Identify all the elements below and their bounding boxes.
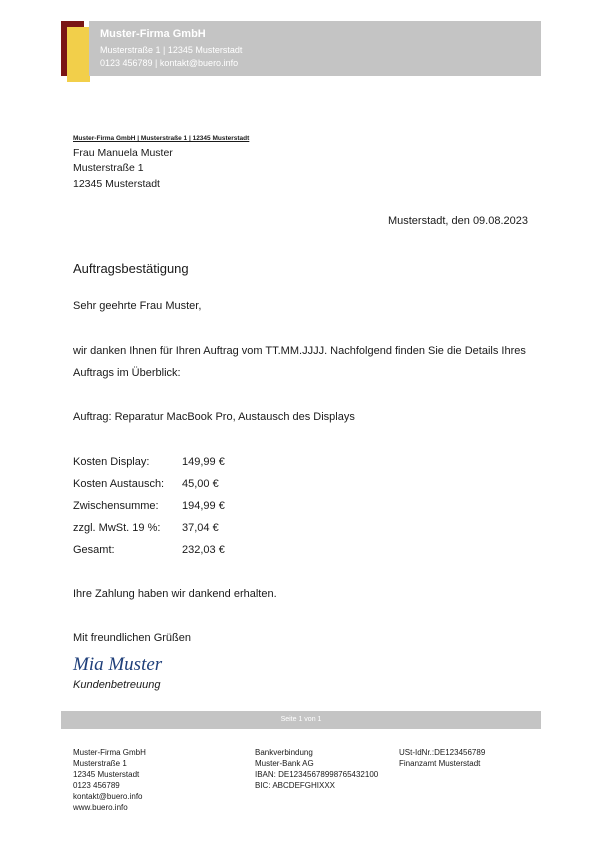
footer-line: 0123 456789 [73, 781, 120, 790]
cost-label: Kosten Display: [73, 456, 150, 468]
cost-value: 149,99 € [182, 456, 225, 468]
signer-role: Kundenbetreuung [73, 679, 161, 691]
footer-line: BIC: ABCDEFGHIXXX [255, 781, 336, 790]
letter-date: Musterstadt, den 09.08.2023 [387, 215, 528, 227]
recipient-name: Frau Manuela Muster [73, 147, 173, 159]
footer-line: Muster-Bank AG [255, 759, 314, 768]
closing: Mit freundlichen Grüßen [73, 632, 191, 644]
salutation: Sehr geehrte Frau Muster, [73, 300, 202, 312]
page-number-bar: Seite 1 von 1 [61, 711, 541, 729]
recipient-street: Musterstraße 1 [73, 162, 144, 174]
cost-value: 37,04 € [182, 522, 219, 534]
footer-line: www.buero.info [73, 803, 128, 812]
footer-tax-column [399, 747, 485, 769]
footer-line: Bankverbindung [255, 748, 313, 757]
footer-line: IBAN: DE12345678998765432100 [255, 770, 379, 779]
intro-paragraph: wir danken Ihnen für Ihren Auftrag vom TT.MM.JJJJ. Nachfolgend finden Sie die Details Ihres Auftrags im Überblick: [73, 345, 526, 379]
footer-bank-column [255, 747, 378, 791]
footer-company-column [73, 747, 146, 813]
footer-line: USt-IdNr.:DE123456789 [399, 748, 486, 757]
letter-subject: Auftragsbestätigung [73, 261, 189, 276]
cost-value-total: 232,03 € [182, 544, 225, 556]
cost-label: Zwischensumme: [73, 500, 159, 512]
recipient-city: 12345 Musterstadt [73, 178, 160, 190]
header-company-name: Muster-Firma GmbH [100, 28, 206, 40]
header-contact: 0123 456789 | kontakt@buero.info [100, 58, 239, 68]
order-line: Auftrag: Reparatur MacBook Pro, Austausch des Displays [73, 411, 355, 423]
footer-line: Musterstraße 1 [73, 759, 127, 768]
cost-label: zzgl. MwSt. 19 %: [73, 522, 161, 534]
sender-return-line: Muster-Firma GmbH | Musterstraße 1 | 12345 Musterstadt [73, 135, 250, 142]
signature: Mia Muster [73, 654, 163, 675]
footer-line: 12345 Musterstadt [73, 770, 140, 779]
footer-line: kontakt@buero.info [73, 792, 143, 801]
cost-label: Kosten Austausch: [73, 478, 165, 490]
footer-line: Finanzamt Musterstadt [399, 759, 481, 768]
header-address: Musterstraße 1 | 12345 Musterstadt [100, 45, 243, 55]
logo-yellow-block [67, 27, 90, 82]
payment-note: Ihre Zahlung haben wir dankend erhalten. [73, 588, 277, 600]
cost-value: 194,99 € [182, 500, 225, 512]
footer-line: Muster-Firma GmbH [73, 748, 146, 757]
cost-label-total: Gesamt: [73, 544, 115, 556]
cost-value: 45,00 € [182, 478, 219, 490]
